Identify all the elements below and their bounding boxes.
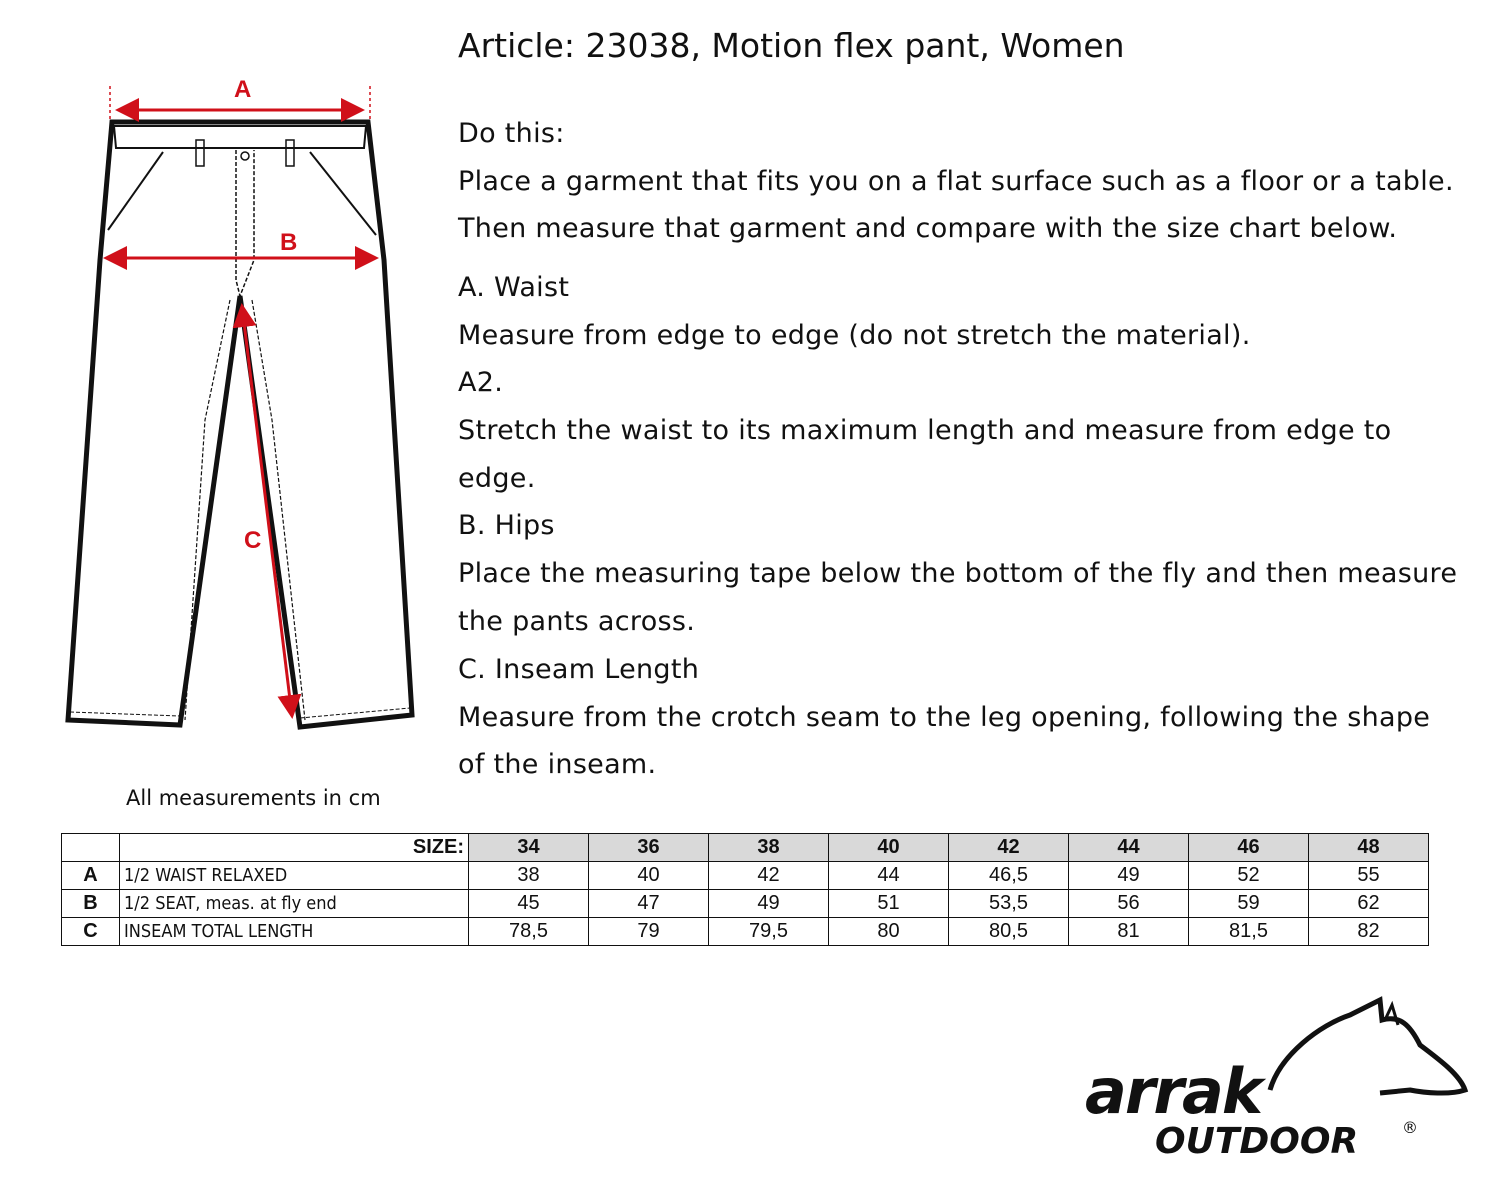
size-header: 34 — [469, 834, 589, 862]
size-header: 48 — [1309, 834, 1429, 862]
cell: 82 — [1309, 918, 1429, 946]
size-header: 46 — [1189, 834, 1309, 862]
dog-head-icon — [1270, 1000, 1465, 1093]
cell: 45 — [469, 890, 589, 918]
waist-a2-text: edge. — [458, 463, 536, 494]
size-label: SIZE: — [120, 834, 469, 862]
logo-sub: OUTDOOR — [1155, 1121, 1359, 1162]
table-row — [62, 890, 1429, 918]
hips-text: Place the measuring tape below the bottom of the fly and then measure — [458, 558, 1458, 589]
instruction-line: Place a garment that fits you on a flat surface such as a floor or a table. — [458, 166, 1454, 197]
cell: 47 — [589, 890, 709, 918]
units-note: All measurements in cm — [126, 786, 381, 810]
waist-text: Measure from edge to edge (do not stretch the material). — [458, 320, 1251, 351]
waist-a2-text: Stretch the waist to its maximum length and measure from edge to — [458, 415, 1392, 446]
size-header: 40 — [829, 834, 949, 862]
size-header: 44 — [1069, 834, 1189, 862]
cell: 49 — [709, 890, 829, 918]
cell: 81 — [1069, 918, 1189, 946]
size-chart-table — [61, 833, 1429, 946]
row-key: B — [62, 890, 120, 918]
cell: 79 — [589, 918, 709, 946]
waist-heading: A. Waist — [458, 272, 570, 303]
pants-outline — [68, 122, 412, 727]
corner-cell — [62, 834, 120, 862]
cell: 42 — [709, 862, 829, 890]
inseam-heading: C. Inseam Length — [458, 654, 700, 685]
size-header: 38 — [709, 834, 829, 862]
cell: 40 — [589, 862, 709, 890]
size-header: 36 — [589, 834, 709, 862]
label-b: B — [280, 229, 298, 256]
cell: 53,5 — [949, 890, 1069, 918]
inseam-text: Measure from the crotch seam to the leg opening, following the shape — [458, 702, 1431, 733]
cell: 78,5 — [469, 918, 589, 946]
row-key: C — [62, 918, 120, 946]
hips-text: the pants across. — [458, 606, 696, 637]
logo-registered: ® — [1402, 1118, 1418, 1137]
row-label: 1/2 SEAT, meas. at fly end — [120, 890, 469, 918]
page-title: Article: 23038, Motion flex pant, Women — [458, 26, 1125, 65]
row-label: INSEAM TOTAL LENGTH — [120, 918, 469, 946]
row-key: A — [62, 862, 120, 890]
cell: 81,5 — [1189, 918, 1309, 946]
cell: 44 — [829, 862, 949, 890]
cell: 49 — [1069, 862, 1189, 890]
cell: 38 — [469, 862, 589, 890]
waist-a2-heading: A2. — [458, 367, 504, 398]
table-row — [62, 862, 1429, 890]
cell: 80 — [829, 918, 949, 946]
row-label: 1/2 WAIST RELAXED — [120, 862, 469, 890]
cell: 51 — [829, 890, 949, 918]
instruction-line: Then measure that garment and compare with the size chart below. — [458, 213, 1398, 244]
cell: 52 — [1189, 862, 1309, 890]
instructions-heading: Do this: — [458, 118, 565, 149]
cell: 62 — [1309, 890, 1429, 918]
hips-heading: B. Hips — [458, 510, 555, 541]
label-a: A — [234, 76, 252, 103]
cell: 59 — [1189, 890, 1309, 918]
cell: 56 — [1069, 890, 1189, 918]
cell: 55 — [1309, 862, 1429, 890]
cell: 80,5 — [949, 918, 1069, 946]
table-row — [62, 918, 1429, 946]
table-header-row — [62, 834, 1429, 862]
arrak-outdoor-logo — [1080, 995, 1470, 1165]
logo-brand: arrak — [1085, 1055, 1262, 1128]
pants-diagram — [0, 60, 440, 750]
cell: 79,5 — [709, 918, 829, 946]
size-header: 42 — [949, 834, 1069, 862]
label-c: C — [244, 527, 262, 554]
inseam-text: of the inseam. — [458, 749, 657, 780]
cell: 46,5 — [949, 862, 1069, 890]
